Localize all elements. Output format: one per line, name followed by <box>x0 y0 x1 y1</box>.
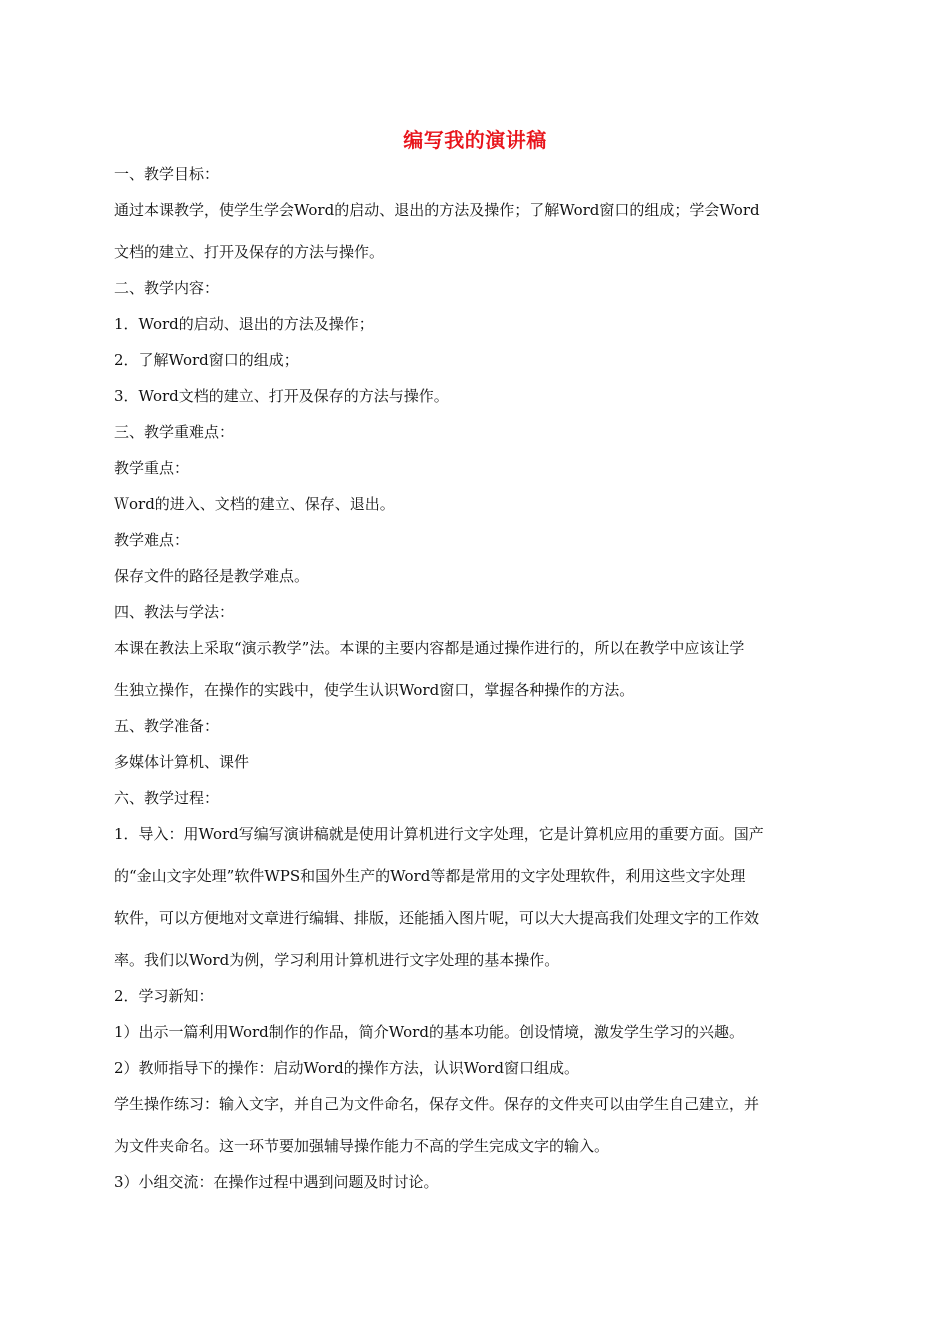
subheading-new-knowledge: 2．学习新知： <box>114 987 214 1005</box>
section-heading-content: 二、教学内容： <box>114 279 220 297</box>
paragraph-line: 1．导入：用Word写编写演讲稿就是使用计算机进行文字处理，它是计算机应用的重要方面。国产 <box>114 825 764 843</box>
list-item: 2．了解Word窗口的组成； <box>114 351 299 369</box>
paragraph-line: 学生操作练习：输入文字，并自己为文件命名，保存文件。保存的文件夹可以由学生自己建立，并 <box>114 1095 760 1113</box>
section-heading-preparation: 五、教学准备： <box>114 717 220 735</box>
list-item: 3）小组交流：在操作过程中遇到问题及时讨论。 <box>114 1173 439 1191</box>
paragraph-line: 本课在教法上采取“演示教学”法。本课的主要内容都是通过操作进行的，所以在教学中应该让学 <box>114 639 745 657</box>
paragraph-line: 软件，可以方便地对文章进行编辑、排版，还能插入图片呢，可以大大提高我们处理文字的工作效 <box>114 909 760 927</box>
paragraph-line: 的“金山文字处理”软件WPS和国外生产的Word等都是常用的文字处理软件，利用这些文字处理 <box>114 867 746 885</box>
list-item: 3．Word文档的建立、打开及保存的方法与操作。 <box>114 387 449 405</box>
document-title: 编写我的演讲稿 <box>403 128 547 152</box>
section-heading-methods: 四、教法与学法： <box>114 603 235 621</box>
document-body <box>114 162 838 1206</box>
paragraph-line: 生独立操作，在操作的实践中，使学生认识Word窗口，掌握各种操作的方法。 <box>114 681 635 699</box>
paragraph-line: 保存文件的路径是教学难点。 <box>114 567 310 585</box>
list-item: 2）教师指导下的操作：启动Word的操作方法，认识Word窗口组成。 <box>114 1059 579 1077</box>
paragraph-line: Ｗord的进入、文档的建立、保存、退出。 <box>114 495 395 513</box>
paragraph-line: 率。我们以Word为例，学习利用计算机进行文字处理的基本操作。 <box>114 951 560 969</box>
list-item: 1）出示一篇利用Word制作的作品，简介Word的基本功能。创设情境，激发学生学习的兴趣。 <box>114 1023 744 1041</box>
subheading-difficulty: 教学难点： <box>114 531 190 549</box>
section-heading-key-points: 三、教学重难点： <box>114 423 235 441</box>
paragraph-line: 通过本课教学，使学生学会Word的启动、退出的方法及操作；了解Word窗口的组成；学会Word <box>114 201 760 219</box>
paragraph-line: 文档的建立、打开及保存的方法与操作。 <box>114 243 385 261</box>
paragraph-line: 多媒体计算机、课件 <box>114 753 250 771</box>
section-heading-objectives: 一、教学目标： <box>114 165 220 183</box>
list-item: 1．Word的启动、退出的方法及操作； <box>114 315 374 333</box>
paragraph-line: 为文件夹命名。这一环节要加强辅导操作能力不高的学生完成文字的输入。 <box>114 1137 610 1155</box>
subheading-key-point: 教学重点： <box>114 459 190 477</box>
section-heading-process: 六、教学过程： <box>114 789 220 807</box>
